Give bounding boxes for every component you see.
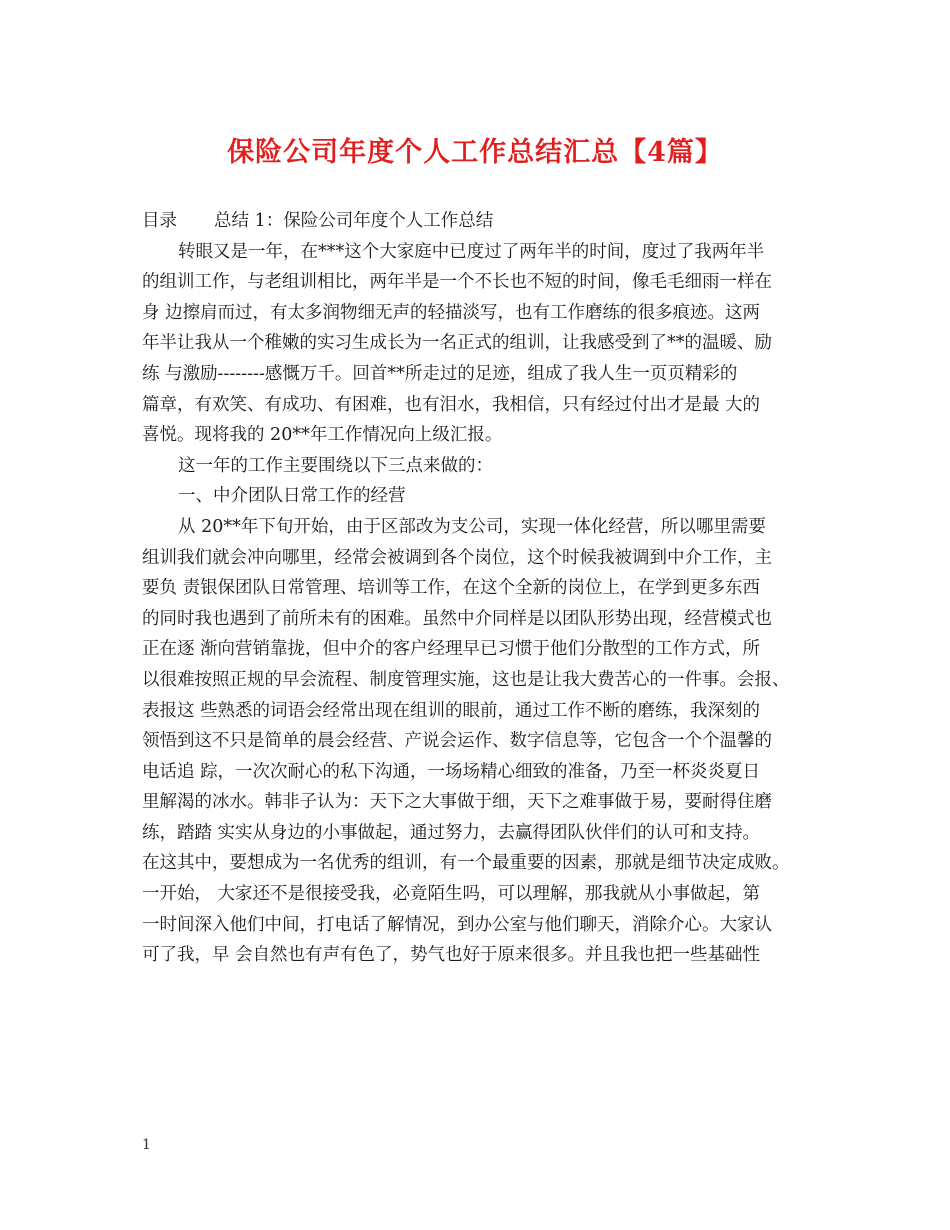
text-line: 在这其中，要想成为一名优秀的组训，有一个最重要的因素，那就是细节决定成败。 — [142, 853, 790, 874]
text-line: 转眼又是一年，在***这个大家庭中已度过了两年半的时间，度过了我两年半 — [178, 241, 765, 262]
text-line: 练，踏踏 实实从身边的小事做起，通过努力，去赢得团队伙伴们的认可和支持。 — [142, 822, 761, 843]
text-line: 里解渴的冰水。韩非子认为：天下之大事做于细，天下之难事做于易，要耐得住磨 — [142, 792, 772, 813]
text-line: 一、中介团队日常工作的经营 — [178, 486, 406, 507]
text-line: 练 与激励--------感慨万千。回首**所走过的足迹，组成了我人生一页页精彩的 — [142, 363, 738, 384]
toc-label: 目录 — [142, 211, 177, 231]
text-line: 以很难按照正规的早会流程、制度管理实施，这也是让我大费苦心的一件事。会报、 — [142, 669, 790, 690]
document-title: 保险公司年度个人工作总结汇总【4篇】 — [227, 137, 723, 168]
text-line: 一开始， 大家还不是很接受我，必竟陌生吗，可以理解，那我就从小事做起，第 — [142, 884, 761, 905]
text-line: 从 20**年下旬开始，由于区部改为支公司，实现一体化经营，所以哪里需要 — [178, 516, 766, 537]
text-line: 正在逐 渐向营销靠拢，但中介的客户经理早已习惯于他们分散型的工作方式，所 — [142, 639, 761, 660]
text-line: 要负 责银保团队日常管理、培训等工作，在这个全新的岗位上，在学到更多东西 — [142, 578, 761, 599]
toc-line — [142, 206, 822, 237]
text-line: 篇章，有欢笑、有成功、有困难，也有泪水，我相信，只有经过付出才是最 大的 — [142, 394, 761, 415]
text-line: 领悟到这不只是简单的晨会经营、产说会运作、数字信息等，它包含一个个温馨的 — [142, 731, 772, 752]
page-number: 1 — [142, 1137, 151, 1153]
text-line: 身 边擦肩而过，有太多润物细无声的轻描淡写，也有工作磨练的很多痕迹。这两 — [142, 302, 761, 323]
text-line: 可了我，早 会自然也有声有色了，势气也好于原来很多。并且我也把一些基础性 — [142, 945, 761, 966]
text-line: 的组训工作，与老组训相比，两年半是一个不长也不短的时间，像毛毛细雨一样在 — [142, 272, 772, 293]
text-line: 年半让我从一个稚嫩的实习生成长为一名正式的组训，让我感受到了**的温暖、励 — [142, 333, 772, 354]
document-body — [142, 206, 822, 971]
text-line: 的同时我也遇到了前所未有的困难。虽然中介同样是以团队形势出现，经营模式也 — [142, 608, 772, 629]
text-line: 一时间深入他们中间，打电话了解情况，到办公室与他们聊天，消除介心。大家认 — [142, 914, 772, 935]
toc-entry-link[interactable]: 总结 1：保险公司年度个人工作总结 — [214, 211, 494, 231]
text-line: 电话追 踪，一次次耐心的私下沟通，一场场精心细致的准备，乃至一杯炎炎夏日 — [142, 761, 761, 782]
text-line: 组训我们就会冲向哪里，经常会被调到各个岗位，这个时候我被调到中介工作，主 — [142, 547, 772, 568]
text-line: 表报这 些熟悉的词语会经常出现在组训的眼前，通过工作不断的磨练，我深刻的 — [142, 700, 761, 721]
text-line: 这一年的工作主要围绕以下三点来做的： — [178, 455, 493, 476]
text-line: 喜悦。现将我的 20**年工作情况向上级汇报。 — [142, 425, 503, 446]
paragraph-lines — [142, 237, 822, 971]
